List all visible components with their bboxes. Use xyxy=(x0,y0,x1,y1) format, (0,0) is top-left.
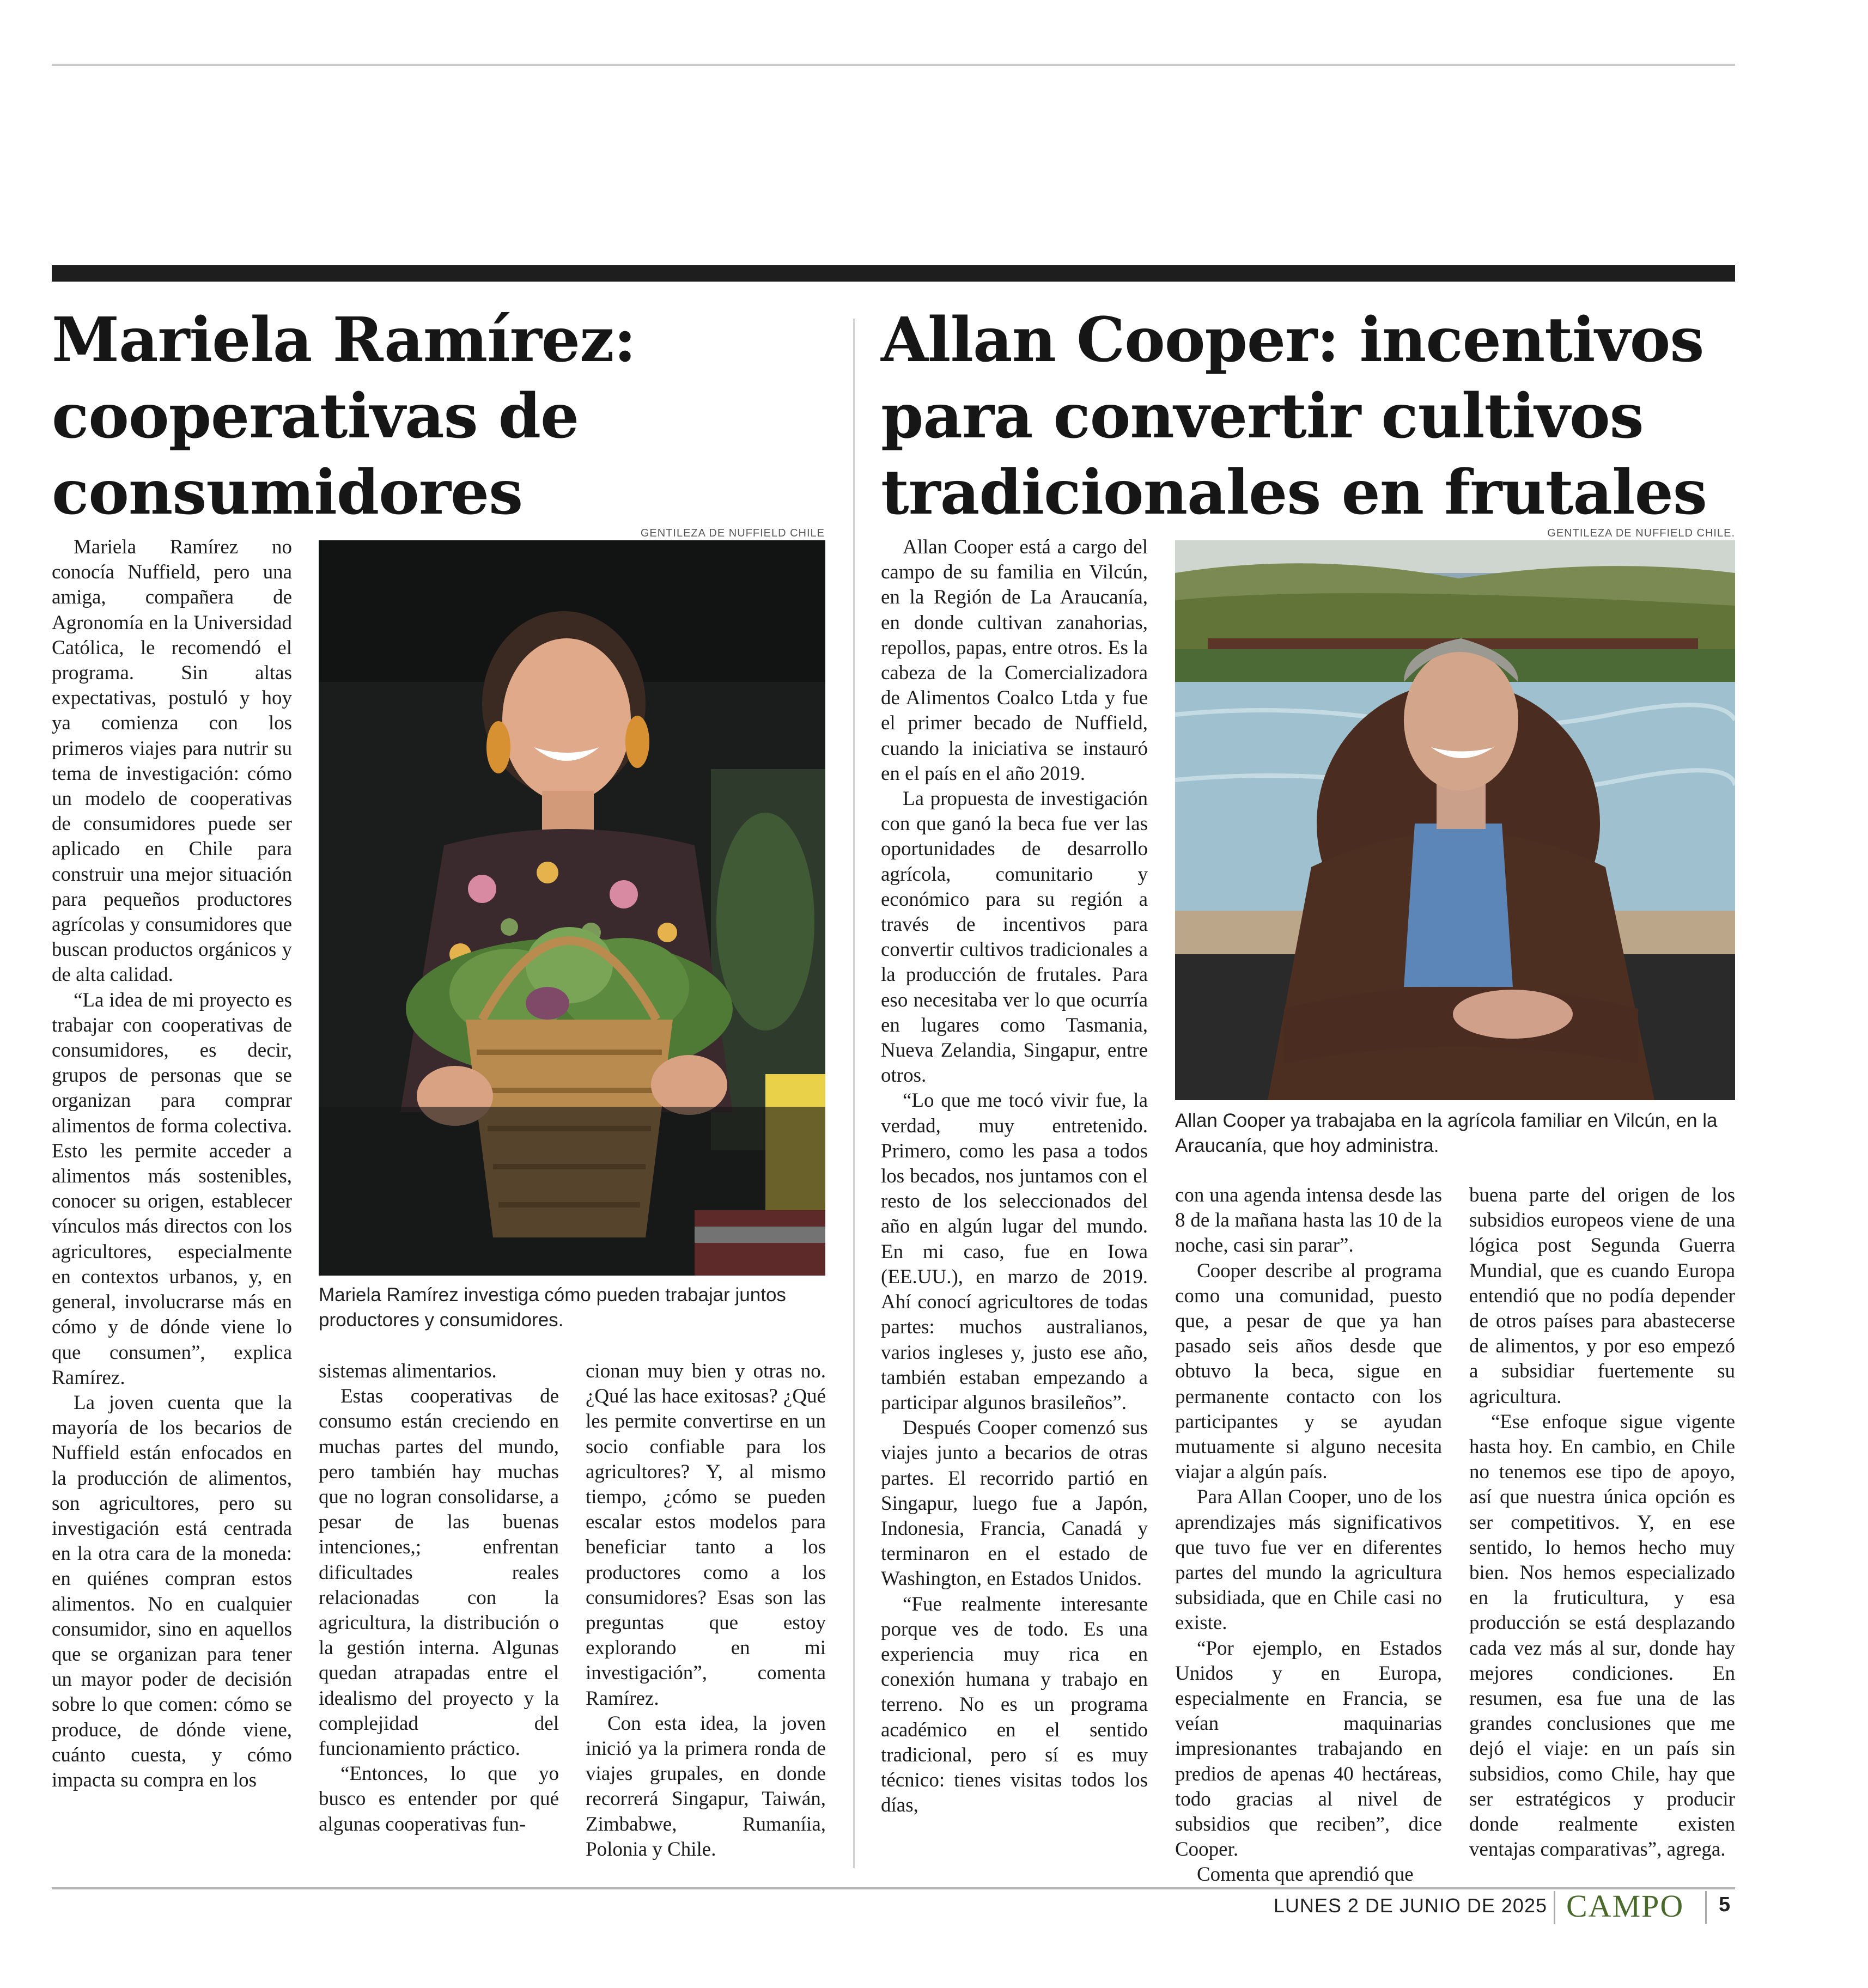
headline-line: cooperativas de xyxy=(52,381,579,452)
headline-line: para convertir cultivos xyxy=(881,381,1644,452)
paragraph: sistemas alimentarios. xyxy=(319,1360,497,1382)
headline-mariela-ramirez xyxy=(52,302,636,531)
footer-separator xyxy=(1554,1891,1555,1924)
top-rule xyxy=(52,64,1735,66)
paragraph: “Ese enfoque sigue vigente hasta hoy. En cambio, en Chile no tenemos ese tipo de apoyo, así que nuestra única opción es ser competitivos. Y, en ese sentido, lo hemos hecho muy bien. Nos hemos especializado en la fruticultura, y esa producción se está desplazando cada vez más al sur, donde hay mejores condiciones. En resumen, esa fue una de las grandes conclusiones que me dejó el viaje: en un país sin subsidios, como Chile, hay que ser estratégicos y producir donde realmente existen ventajas comparativas”, agrega. xyxy=(1469,1410,1735,1861)
paragraph: Para Allan Cooper, uno de los aprendizajes más significativos que tuvo fue ver en diferentes partes del mundo la agricultura subsidiada, que en Chile casi no existe. xyxy=(1175,1486,1442,1635)
paragraph: Cooper describe al programa como una comunidad, puesto que, a pesar de que ya han pasado seis años desde que obtuvo la beca, sigue en permanente contacto con los participantes y se ayudan mutuamente si alguno necesita viajar a algún país. xyxy=(1175,1259,1442,1484)
bottom-rule xyxy=(52,1887,1735,1889)
article-column-1 xyxy=(52,535,292,1793)
photo-mariela-ramirez xyxy=(319,540,825,1276)
footer-section-name: CAMPO xyxy=(1566,1888,1684,1924)
paragraph: “La idea de mi proyecto es trabajar con cooperativas de consumidores, es decir, grupos de personas que se organizan para comprar alimentos de forma colectiva. Esto les permite acceder a alimentos más sostenibles, conocer su origen, establecer vínculos más directos con los agricultores, especialmente en contextos urbanos, y, en general, involucrarse más en cómo y de dónde viene lo que consumen”, explica Ramírez. xyxy=(52,989,292,1389)
headline-line: Allan Cooper: incentivos xyxy=(881,304,1704,376)
page-number: 5 xyxy=(1719,1893,1731,1916)
paragraph: Estas cooperativas de consumo están creciendo en muchas partes del mundo, pero también hay muchas que no logran consolidarse, a pesar de las buenas intenciones,; enfrentan dificultades reales relacionadas con la agricultura, la distribución o la gestión interna. Algunas quedan atrapadas entre el idealismo del proyecto y la complejidad del funcionamiento práctico. xyxy=(319,1385,559,1760)
headline-line: tradicionales en frutales xyxy=(881,457,1707,528)
paragraph: Con esta idea, la joven inició ya la primera ronda de viajes grupales, en donde recorrerá Singapur, Taiwán, Zimbabwe, Rumaníia, Polonia y Chile. xyxy=(586,1712,826,1861)
headline-line: consumidores xyxy=(52,457,523,528)
paragraph: La propuesta de investigación con que ganó la beca fue ver las oportunidades de desarrollo agrícola, comunitario y económico para su región a través de incentivos para convertir cultivos tradicionales a la producción de frutales. Para eso necesitaba ver lo que ocurría en lugares como Tasmania, Nueva Zelandia, Singapur, entre otros. xyxy=(881,788,1148,1087)
section-bar xyxy=(52,265,1735,282)
photo-allan-cooper xyxy=(1175,540,1735,1100)
paragraph: Comenta que aprendió que xyxy=(1197,1863,1414,1886)
photo-caption: Allan Cooper ya trabajaba en la agrícola familiar en Vilcún, en la Araucanía, que hoy administra. xyxy=(1175,1110,1718,1156)
paragraph: cionan muy bien y otras no. ¿Qué las hace exitosas? ¿Qué les permite convertirse en un socio confiable para los agricultores? Y, al mismo tiempo, ¿cómo se pueden escalar estos modelos para beneficiar tanto a los productores como a los consumidores? Esas son las preguntas que estoy explorando en mi investigación”, comenta Ramírez. xyxy=(586,1360,826,1710)
paragraph: Mariela Ramírez no conocía Nuffield, pero una amiga, compañera de Agronomía en la Universidad Católica, le recomendó el programa. Sin altas expectativas, postuló y hoy ya comienza con los primeros viajes para nutrir su tema de investigación: cómo un modelo de cooperativas de consumidores puede ser aplicado en Chile para construir una mejor situación para pequeños productores agrícolas y consumidores que buscan productos orgánicos y de alta calidad. xyxy=(52,536,292,986)
article-column-2 xyxy=(319,1359,559,1837)
paragraph: “Por ejemplo, en Estados Unidos y en Europa, especialmente en Francia, se veían maquinarias impresionantes trabajando en predios de apenas 40 hectáreas, todo gracias al nivel de subsidios que reciben”, dice Cooper. xyxy=(1175,1637,1442,1861)
footer-date: LUNES 2 DE JUNIO DE 2025 xyxy=(1273,1894,1547,1917)
headline-line: Mariela Ramírez: xyxy=(52,304,636,376)
paragraph: Allan Cooper está a cargo del campo de su familia en Vilcún, en la Región de La Araucanía, en donde cultivan zanahorias, repollos, papas, entre otros. Es la cabeza de la Comercializadora de Alimentos Coalco Ltda y fue el primer becado de Nuffield, cuando la iniciativa se instauró en el país en el año 2019. xyxy=(881,536,1148,785)
article-column-3 xyxy=(1469,1183,1735,1862)
paragraph: “Entonces, lo que yo busco es entender por qué algunas cooperativas fun- xyxy=(319,1763,559,1835)
footer-separator xyxy=(1705,1891,1707,1924)
paragraph: La joven cuenta que la mayoría de los becarios de Nuffield están enfocados en la producción de alimentos, son agricultores, pero su investigación está centrada en la otra cara de la moneda: en quiénes compran estos alimentos. No en cualquier consumidor, sino en aquellos que se organizan para tener un mayor poder de decisión sobre lo que comen: cómo se produce, de dónde viene, cuánto cuesta, y cómo impacta su compra en los xyxy=(52,1391,292,1791)
paragraph: “Lo que me tocó vivir fue, la verdad, muy entretenido. Primero, como les pasa a todos los becados, nos juntamos con el resto de los seleccionados del año en algún lugar del mundo. En mi caso, fue en Iowa (EE.UU.), en marzo de 2019. Ahí conocí agricultores de todas partes: muchos australianos, varios ingleses y, justo ese año, también estaban empezando a participar algunos brasileños”. xyxy=(881,1089,1148,1414)
headline-allan-cooper xyxy=(881,302,1707,531)
paragraph: “Fue realmente interesante porque ves de todo. Es una experiencia muy rica en conexión humana y trabajo en terreno. No es un programa académico en el sentido tradicional, pero sí es muy técnico: tienes visitas todos los días, xyxy=(881,1593,1148,1817)
paragraph: Después Cooper comenzó sus viajes junto a becarios de otras partes. El recorrido partió en Singapur, luego fue a Japón, Indonesia, Francia, Canadá y terminaron en el estado de Washington, en Estados Unidos. xyxy=(881,1417,1148,1590)
article-column-3 xyxy=(586,1359,826,1862)
article-divider xyxy=(853,319,855,1868)
photo-credit: GENTILEZA DE NUFFIELD CHILE. xyxy=(1547,527,1735,539)
article-column-2 xyxy=(1175,1183,1442,1888)
article-column-1 xyxy=(881,535,1148,1818)
paragraph: con una agenda intensa desde las 8 de la mañana hasta las 10 de la noche, casi sin parar”. xyxy=(1175,1184,1442,1257)
paragraph: buena parte del origen de los subsidios europeos viene de una lógica post Segunda Guerra Mundial, que es cuando Europa entendió que no podía depender de otros países para abastecerse de alimentos, y por eso empezó a subsidiar fuertemente su agricultura. xyxy=(1469,1184,1735,1408)
photo-credit: GENTILEZA DE NUFFIELD CHILE xyxy=(640,527,825,539)
photo-caption: Mariela Ramírez investiga cómo pueden trabajar juntos productores y consumidores. xyxy=(319,1284,786,1331)
